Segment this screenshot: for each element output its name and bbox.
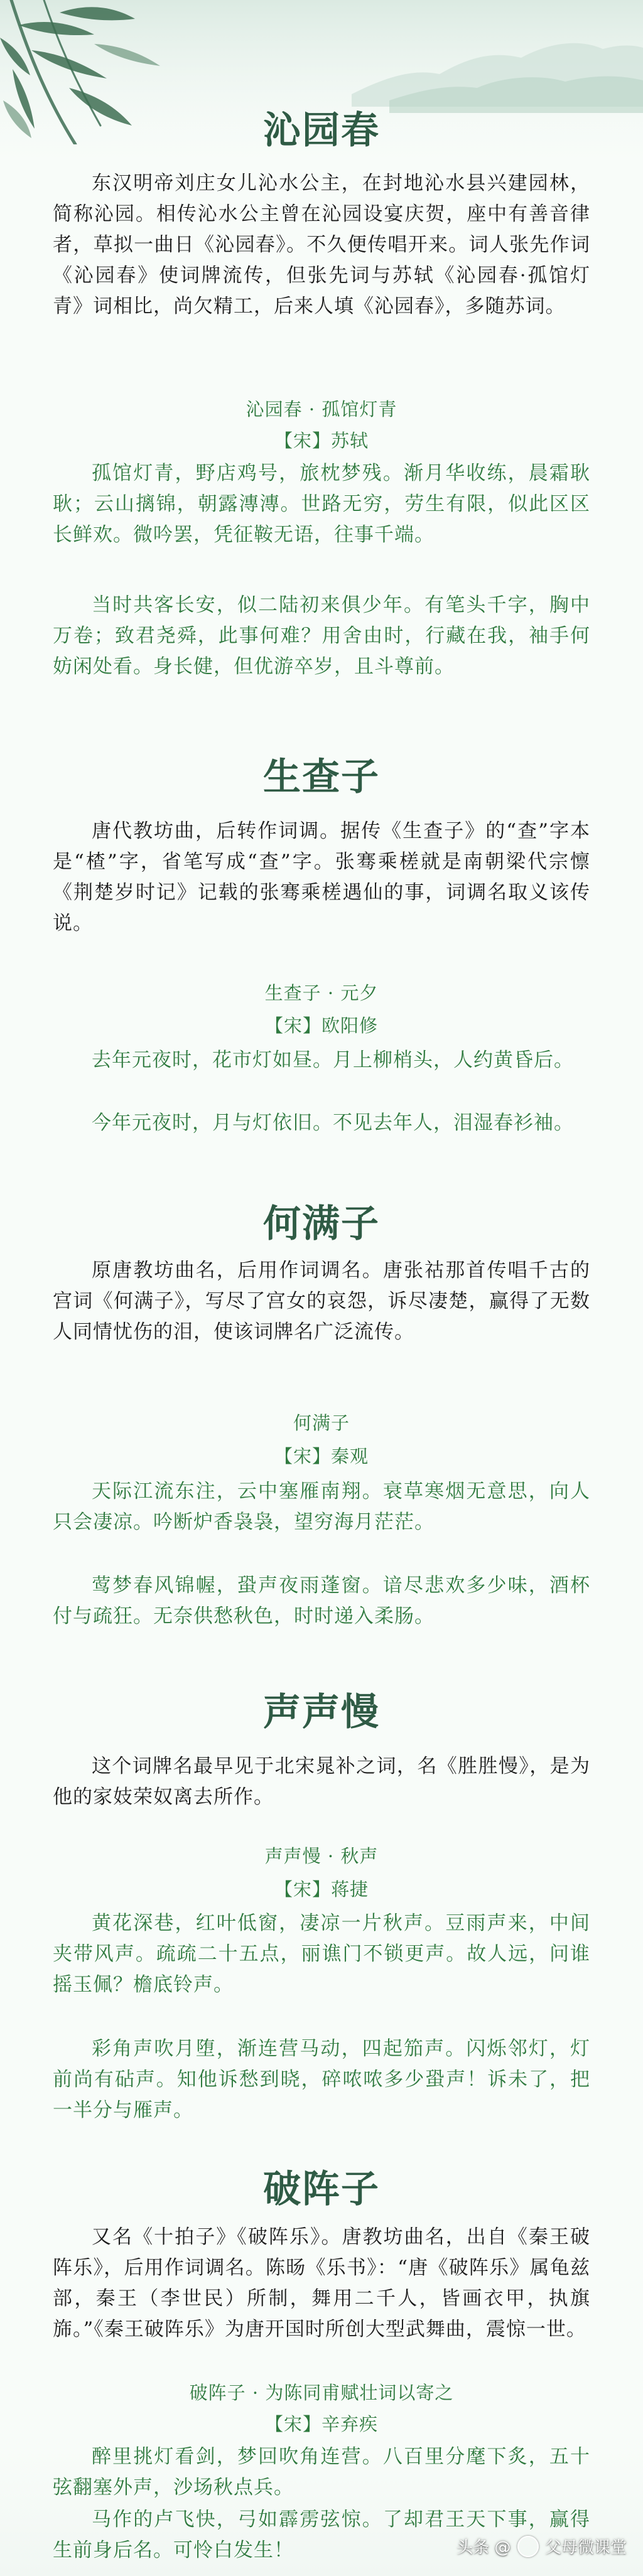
poem-stanza: 去年元夜时，花市灯如昼。月上柳梢头，人约黄昏后。 — [92, 1049, 574, 1071]
poem-stanza: 醉里挑灯看剑，梦回吹角连营。八百里分麾下炙，五十弦翻塞外声，沙场秋点兵。 — [53, 2445, 590, 2499]
poem-author: 【宋】蒋捷 — [274, 1879, 369, 1900]
poem-stanza: 彩角声吹月堕，渐连营马动，四起笳声。闪烁邻灯，灯前尚有砧声。知他诉愁到晓，碎哝哝多少蛩声！诉未了，把一半分与雁声。 — [53, 2037, 590, 2122]
poem-stanza: 马作的卢飞快，弓如霹雳弦惊。了却君王天下事，赢得生前身后名。可怜白发生！ — [53, 2508, 590, 2562]
poem-author: 【宋】苏轼 — [274, 430, 369, 451]
section-intro: 原唐教坊曲名，后用作词调名。唐张祜那首传唱千古的宫词《何满子》，写尽了宫女的哀怨，诉尽凄楚，赢得了无数人同情忧伤的泪，使该词牌名广泛流传。 — [53, 1259, 590, 1343]
section-intro: 又名《十拍子》《破阵乐》。唐教坊曲名，出自《秦王破阵乐》，后用作词调名。陈旸《乐书》：“唐《破阵乐》属龟兹部，秦王（李世民）所制，舞用二千人，皆画衣甲，执旗旆。”《秦王破阵乐》为唐开国时所创大型武舞曲，震惊一世。 — [53, 2226, 590, 2341]
section-intro: 这个词牌名最早见于北宋晁补之词，名《胜胜慢》，是为他的家妓荣奴离去所作。 — [53, 1755, 590, 1808]
poem-stanza: 当时共客长安，似二陆初来俱少年。有笔头千字，胸中万卷；致君尧舜，此事何难？用舍由时，行藏在我，袖手何妨闲处看。身长健，但优游卒岁，且斗尊前。 — [53, 594, 590, 678]
source-watermark — [457, 2535, 627, 2560]
poem-author: 【宋】秦观 — [274, 1446, 369, 1467]
section-title: 破阵子 — [263, 2167, 380, 2211]
poem-title: 沁园春 · 孤馆灯青 — [246, 399, 397, 420]
section-intro: 唐代教坊曲，后转作词调。据传《生查子》的“查”字本是“楂”字，省笔写成“查”字。张骞乘槎就是南朝梁代宗懔《荆楚岁时记》记载的张骞乘槎遇仙的事，词调名取义该传说。 — [53, 820, 590, 935]
section-intro: 东汉明帝刘庄女儿沁水公主，在封地沁水县兴建园林，简称沁园。相传沁水公主曾在沁园设宴庆贺，座中有善音律者，草拟一曲日《沁园春》。不久便传唱开来。词人张先作词《沁园春》使词牌流传，但张先词与苏轼《沁园春·孤馆灯青》词相比，尚欠精工，后来人填《沁园春》，多随苏词。 — [53, 172, 590, 318]
account-logo-icon — [517, 2536, 539, 2557]
section-title: 何满子 — [263, 1202, 380, 1246]
poem-author: 【宋】辛弃疾 — [264, 2413, 378, 2435]
watermark-prefix: 头条 — [457, 2538, 490, 2557]
poem-title: 声声慢 · 秋声 — [264, 1845, 379, 1867]
poem-stanza: 孤馆灯青，野店鸡号，旅枕梦残。渐月华收练，晨霜耿耿；云山摛锦，朝露漙漙。世路无穷，劳生有限，似此区区长鲜欢。微吟罢，凭征鞍无语，往事千端。 — [53, 462, 590, 546]
section-title: 生查子 — [263, 755, 380, 799]
poem-title: 生查子 · 元夕 — [264, 982, 379, 1004]
poem-stanza: 天际江流东注，云中塞雁南翔。衰草寒烟无意思，向人只会凄凉。吟断炉香袅袅，望穷海月茫茫。 — [53, 1480, 590, 1533]
watermark-name: 父母微课堂 — [544, 2538, 627, 2557]
poem-title: 何满子 — [293, 1412, 350, 1434]
poem-title: 破阵子 · 为陈同甫赋壮词以寄之 — [189, 2382, 454, 2403]
poem-stanza: 黄花深巷，红叶低窗，凄凉一片秋声。豆雨声来，中间夹带风声。疏疏二十五点，丽谯门不锁更声。故人远，问谁摇玉佩？檐底铃声。 — [53, 1912, 590, 1996]
poem-stanza: 今年元夜时，月与灯依旧。不见去年人，泪湿春衫袖。 — [92, 1112, 574, 1134]
section-title: 声声慢 — [263, 1690, 380, 1734]
watermark-at: @ — [494, 2538, 511, 2557]
poem-author: 【宋】欧阳修 — [264, 1015, 378, 1036]
section-title: 沁园春 — [263, 109, 380, 153]
poem-stanza: 莺梦春风锦幄，蛩声夜雨蓬窗。谙尽悲欢多少味，酒杯付与疏狂。无奈供愁秋色，时时递入柔肠。 — [53, 1574, 590, 1628]
